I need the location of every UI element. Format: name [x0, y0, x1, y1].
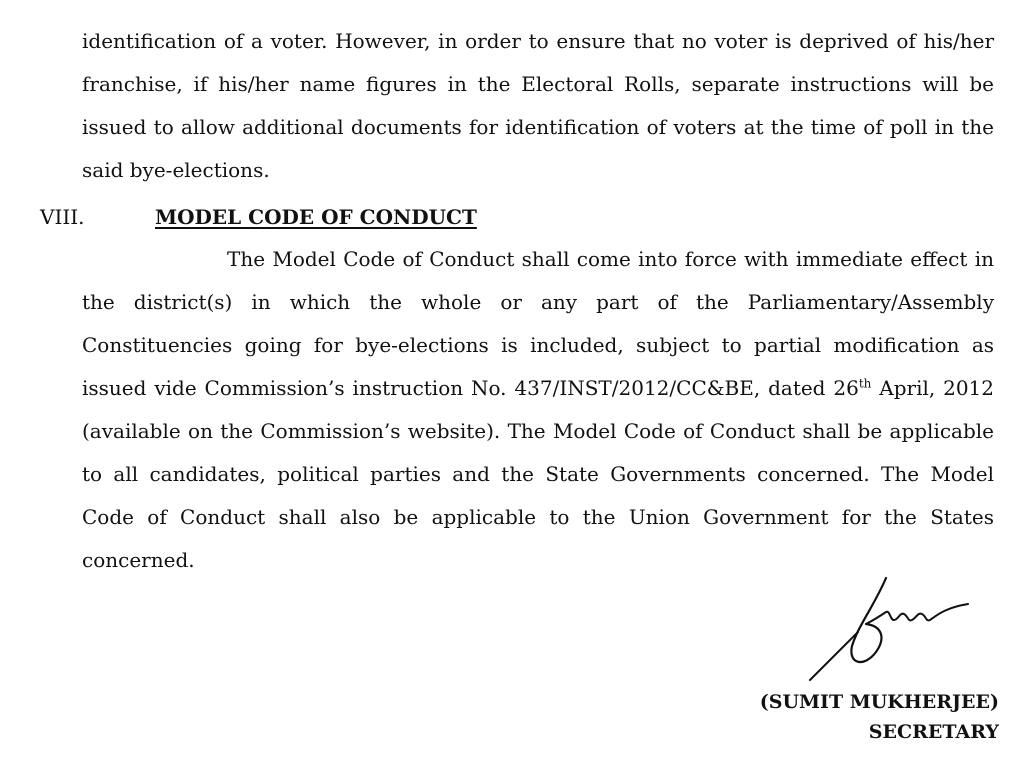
signatory-name: (SUMIT MUKHERJEE)	[759, 691, 999, 713]
mcc-text-part1: The Model Code of Conduct shall come into force with immediate effect in the district(s) in which the whole or any part of the Parliamentary/Assembly Constituencies going for bye-elections is included, subject to partial modification as issued vide Commission’s instruction No. 437/INST/2012/CC&BE, dated 26	[82, 247, 994, 400]
handwritten-signature	[800, 576, 980, 686]
mcc-text-part2: April, 2012 (available on the Commission’s website). The Model Code of Conduct shall be applicable to all candidates, political parties and the State Governments concerned. The Model Code of Conduct shall also be applicable to the Union Government for the States concerned.	[82, 376, 994, 572]
ordinal-superscript: th	[858, 376, 872, 391]
section-heading	[40, 196, 1000, 239]
section-number: VIII.	[40, 205, 85, 229]
signatory-designation: SECRETARY	[868, 721, 999, 743]
paragraph-voter-identification: identification of a voter. However, in order to ensure that no voter is deprived of his/her franchise, if his/her name figures in the Electoral Rolls, separate instructions will be issued to allow additional documents for identification of voters at the time of poll in the said bye-elections.	[82, 29, 994, 182]
section-title: MODEL CODE OF CONDUCT	[155, 205, 477, 229]
paragraph-model-code-of-conduct	[82, 238, 994, 582]
